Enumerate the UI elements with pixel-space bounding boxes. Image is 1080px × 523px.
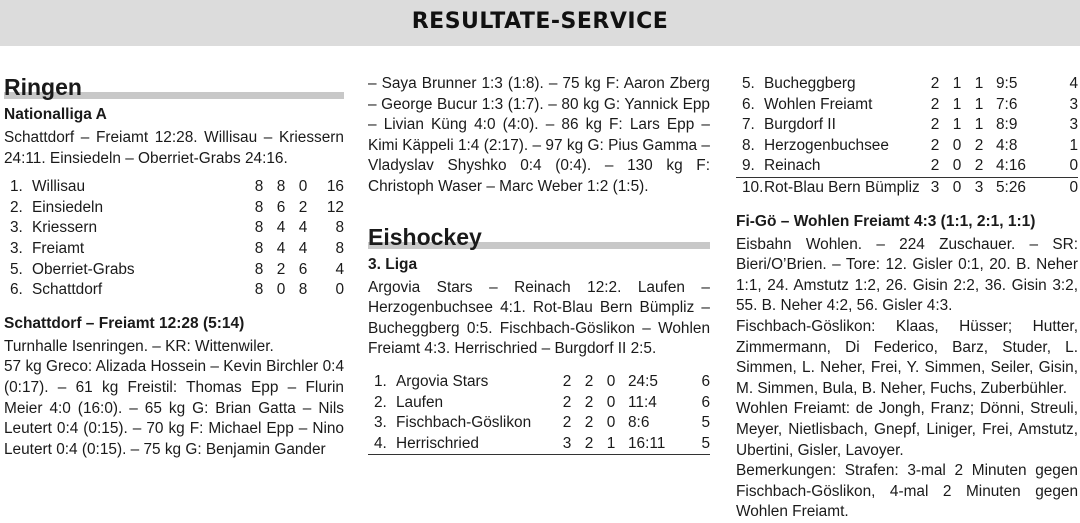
ringen-results: Schattdorf – Freiamt 12:28. Willisau – Kriessern 24:11. Einsiedeln – Oberriet-Grabs 24:16. xyxy=(4,129,344,167)
table-cell: 1 xyxy=(974,95,984,113)
eishockey-game-title: Fi-Gö – Wohlen Freiamt 4:3 (1:1, 2:1, 1:1) xyxy=(736,212,1036,230)
table-cell: 3. xyxy=(10,239,23,257)
table-cell: Freiamt xyxy=(32,239,85,257)
table-row xyxy=(4,198,344,219)
table-cell: 8 xyxy=(298,281,308,299)
table-cell: 6. xyxy=(742,95,755,113)
table-cell: 3 xyxy=(556,434,578,455)
table-cell: 2 xyxy=(584,372,594,390)
column-2 xyxy=(368,74,710,486)
table-cell: Herrischried xyxy=(396,434,556,455)
table-cell: 0 xyxy=(298,178,308,196)
table-cell: 4 xyxy=(298,219,308,237)
table-cell: 3. xyxy=(374,414,387,432)
table-row xyxy=(736,156,1078,177)
table-cell: 8 xyxy=(254,281,264,299)
table-cell: 6. xyxy=(10,281,23,299)
table-cell: 3 xyxy=(1069,116,1078,134)
table-cell: Fischbach-Göslikon xyxy=(396,414,532,432)
eishockey-game-text-2: Fischbach-Göslikon: Klaas, Hüsser; Hutter, Zimmermann, Di Federico, Barz, Studer, L. Simmen, L. Neher, Frei, Y. Simmen, Seiler, Gisin, M. Simmen, Bula, B. Neher, Fuchs, Zuberbühler. xyxy=(736,317,1078,397)
table-row xyxy=(4,218,344,239)
table-cell: 6 xyxy=(701,372,710,390)
table-row xyxy=(736,177,1078,198)
table-cell: 0 xyxy=(952,136,962,154)
table-cell: 1 xyxy=(600,434,622,455)
table-cell: 1 xyxy=(952,95,962,113)
table-cell: 2 xyxy=(584,414,594,432)
page-title: RESULTATE-SERVICE xyxy=(411,9,669,34)
ringen-game-title: Schattdorf – Freiamt 12:28 (5:14) xyxy=(4,314,245,332)
table-cell: Bucheggberg xyxy=(764,75,856,92)
table-cell: 2 xyxy=(562,372,572,390)
table-cell: 5. xyxy=(10,260,23,278)
table-cell: 2 xyxy=(562,393,572,411)
table-cell: Herzogenbuchsee xyxy=(764,136,889,154)
table-cell: 0 xyxy=(335,281,344,299)
table-cell: 9:5 xyxy=(996,75,1018,92)
table-cell: 4:16 xyxy=(990,156,1048,177)
table-row xyxy=(4,280,344,301)
table-cell: Willisau xyxy=(32,178,86,196)
table-cell: 4 xyxy=(276,239,286,257)
table-cell: 8 xyxy=(254,178,264,196)
ringen-game-text-2: 57 kg Greco: Alizada Hossein – Kevin Birchler 0:4 (0:17). – 61 kg Freistil: Thomas Epp – Flurin Meier 4:0 (16:0). – 65 kg G: Brian Gatta – Nils Leutert 0:4 (0:15). – 70 kg F: Michael Epp – Nino Leutert 0:4 (0:15). – 75 kg G: Benjamin Gander xyxy=(4,358,344,458)
eishockey-results: Argovia Stars – Reinach 12:2. Laufen – Herzogenbuchsee 4:1. Rot-Blau Bern Bümpliz – Bucheggberg 0:5. Fischbach-Göslikon – Wohlen Freiamt 4:3. Herrischried – Burgdorf II 2:5. xyxy=(368,278,710,358)
table-cell: 7:6 xyxy=(996,95,1018,113)
ringen-game-text-2-cont: – Saya Brunner 1:3 (1:8). – 75 kg F: Aaron Zberg – George Bucur 1:3 (1:7). – 80 kg G: Yannick Epp – Livian Küng 4:0 (4:0). – 86 kg F: Lars Epp – Kimi Käppeli 1:4 (2:17). – 97 kg G: Pius Gamma – Vladyslav Shyshko 0:4 (0:4). – 130 kg F: Christoph Waser – Marc Weber 1:2 (1:5). xyxy=(368,75,710,195)
table-cell: Laufen xyxy=(396,393,444,411)
table-cell: 2. xyxy=(374,393,387,411)
eishockey-game-text-3: Wohlen Freiamt: de Jongh, Franz; Dönni, Streuli, Meyer, Nietlisbach, Gnepf, Liniger, Frei, Amstutz, Ubertini, Gisler, Lavoyer. xyxy=(736,400,1078,459)
table-cell: Argovia Stars xyxy=(396,372,489,390)
table-cell: 4 xyxy=(1069,75,1078,92)
section-title-ringen: Ringen xyxy=(4,72,344,102)
table-cell: 5 xyxy=(680,434,710,455)
table-cell: 12 xyxy=(326,198,344,216)
table-cell: 5 xyxy=(701,414,710,432)
table-row xyxy=(368,434,710,455)
table-cell: 3 xyxy=(1069,95,1078,113)
table-cell: 11:4 xyxy=(628,393,657,411)
eishockey-game-text-4: Bemerkungen: Strafen: 3-mal 2 Minuten gegen Fischbach-Göslikon, 4-mal 2 Minuten gegen Wohlen Freiamt. xyxy=(736,462,1078,521)
eishockey-game-text-1: Eisbahn Wohlen. – 224 Zuschauer. – SR: Bieri/O’Brien. – Tore: 12. Gisler 0:1, 20. B. Neher 1:1, 24. Amstutz 1:2, 26. Gisin 2:2, 36. Gisin 3:2, 55. B. Neher 4:2, 56. Gisler 4:3. xyxy=(736,235,1078,315)
table-cell: Rot-Blau Bern Bümpliz xyxy=(764,178,920,196)
table-cell: 10. xyxy=(742,178,764,196)
ringen-game-text-1: Turnhalle Isenringen. – KR: Wittenwiler. xyxy=(4,337,274,355)
table-row xyxy=(368,393,710,414)
table-cell: Oberriet-Grabs xyxy=(32,260,135,278)
table-cell: 8 xyxy=(276,178,286,196)
table-cell: 8 xyxy=(254,260,264,278)
table-cell: 2 xyxy=(924,156,946,177)
table-row xyxy=(368,372,710,393)
table-cell: 0 xyxy=(946,156,968,177)
table-cell: 0 xyxy=(606,372,616,390)
table-cell: Burgdorf II xyxy=(764,116,836,134)
league-title-ringen: Nationalliga A xyxy=(4,106,107,123)
table-row xyxy=(736,95,1078,116)
table-cell: 8:9 xyxy=(996,116,1018,134)
table-cell: Wohlen Freiamt xyxy=(764,95,873,113)
league-title-eishockey: 3. Liga xyxy=(368,255,418,273)
table-cell: 4 xyxy=(298,239,308,257)
table-cell: 16:11 xyxy=(622,434,680,455)
ringen-standings-table xyxy=(4,177,344,301)
table-row xyxy=(736,115,1078,136)
table-cell: 2 xyxy=(930,116,940,134)
table-cell: 5. xyxy=(742,75,755,92)
eishockey-standings-table-part-2 xyxy=(736,74,1078,199)
table-cell: 1 xyxy=(974,75,984,92)
table-row xyxy=(4,239,344,260)
table-cell: 4:8 xyxy=(996,136,1018,154)
table-cell: 8 xyxy=(335,239,344,257)
table-cell: 3. xyxy=(10,219,23,237)
column-1 xyxy=(4,52,344,486)
table-cell: 8 xyxy=(254,239,264,257)
table-cell: 2. xyxy=(10,198,23,216)
table-cell: 0 xyxy=(606,393,616,411)
table-cell: Schattdorf xyxy=(32,281,103,299)
table-cell: 6 xyxy=(276,198,286,216)
table-cell: 1 xyxy=(974,116,984,134)
table-cell: 6 xyxy=(701,393,710,411)
table-cell: 3 xyxy=(974,178,984,196)
table-cell: 0 xyxy=(1048,156,1078,177)
table-cell: 2 xyxy=(276,260,286,278)
table-cell: 2 xyxy=(562,414,572,432)
table-cell: 2 xyxy=(578,434,600,455)
table-cell: 1. xyxy=(374,372,387,390)
table-cell: 2 xyxy=(930,95,940,113)
table-cell: 0 xyxy=(276,281,286,299)
eishockey-standings-table-part-1 xyxy=(368,372,710,455)
table-row xyxy=(4,260,344,281)
table-cell: 0 xyxy=(606,414,616,432)
table-cell: 8 xyxy=(254,219,264,237)
table-cell: 4 xyxy=(335,260,344,278)
table-cell: 8 xyxy=(254,198,264,216)
table-cell: 4 xyxy=(276,219,286,237)
table-cell: 2 xyxy=(968,156,990,177)
table-cell: 24:5 xyxy=(628,372,658,390)
table-cell: 1 xyxy=(952,75,962,92)
table-cell: 7. xyxy=(742,116,755,134)
table-cell: 3 xyxy=(930,178,940,196)
table-cell: 1. xyxy=(10,178,23,196)
table-cell: 2 xyxy=(584,393,594,411)
table-cell: 1 xyxy=(952,116,962,134)
table-cell: 5:26 xyxy=(996,178,1026,196)
table-cell: 6 xyxy=(298,260,308,278)
table-cell: 8. xyxy=(742,136,755,154)
table-cell: Kriessern xyxy=(32,219,98,237)
table-cell: 16 xyxy=(326,178,344,196)
table-cell: 2 xyxy=(298,198,308,216)
column-3 xyxy=(736,74,1078,521)
table-row xyxy=(4,177,344,198)
section-title-eishockey: Eishockey xyxy=(368,222,710,252)
table-cell: Einsiedeln xyxy=(32,198,104,216)
table-cell: 9. xyxy=(736,156,764,177)
table-row xyxy=(736,74,1078,95)
table-cell: 8:6 xyxy=(628,414,650,432)
table-cell: 1 xyxy=(1069,136,1078,154)
table-cell: 2 xyxy=(930,75,940,92)
table-cell: 4. xyxy=(368,434,396,455)
table-row xyxy=(736,136,1078,157)
table-cell: 8 xyxy=(335,219,344,237)
table-cell: 2 xyxy=(930,136,940,154)
table-cell: Reinach xyxy=(764,156,924,177)
table-cell: 2 xyxy=(974,136,984,154)
table-cell: 0 xyxy=(1069,178,1078,196)
table-cell: 0 xyxy=(952,178,962,196)
table-row xyxy=(368,413,710,434)
